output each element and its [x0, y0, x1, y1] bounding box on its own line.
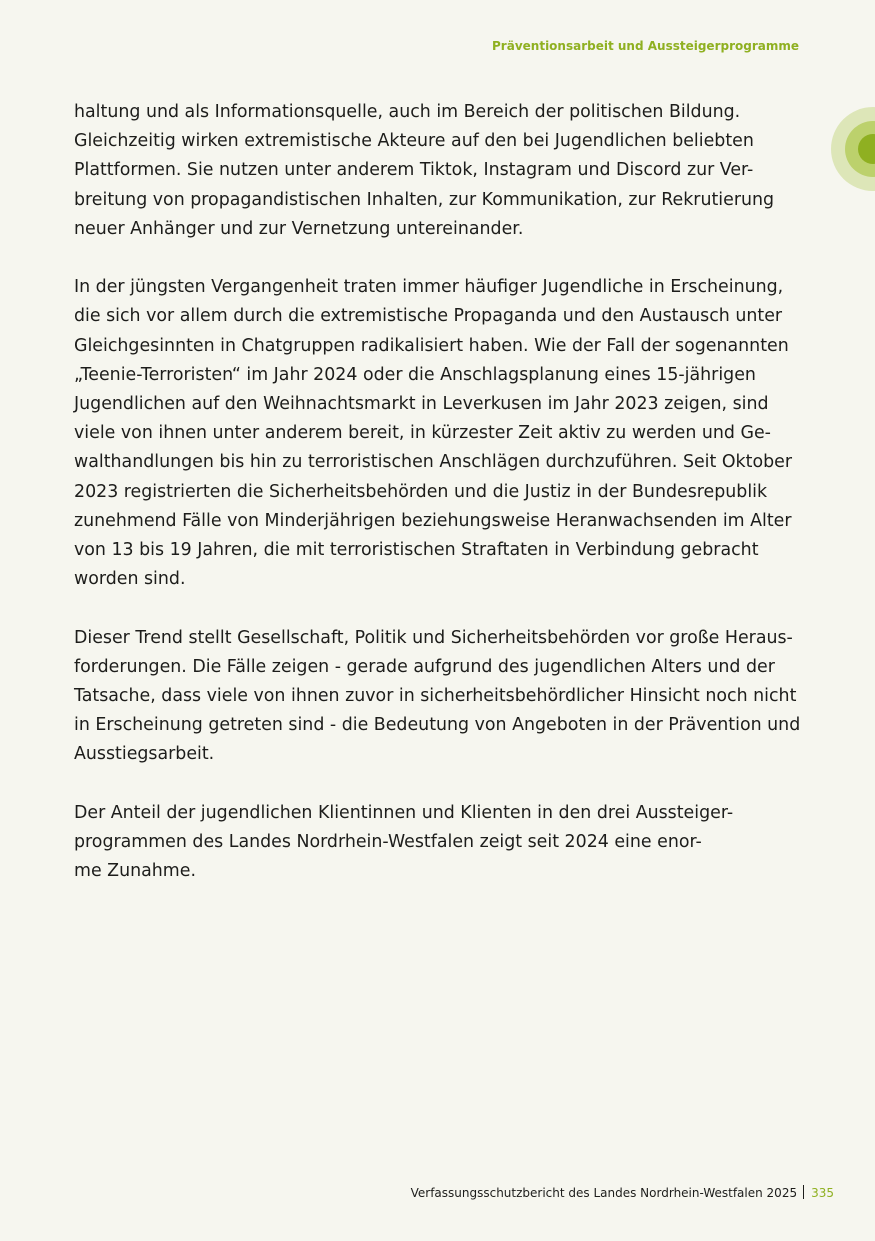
page-footer — [411, 1185, 834, 1200]
text-line: walthandlungen bis hin zu terroristischen Anschlägen durchzuführen. Seit Oktober — [74, 452, 792, 473]
text-line: neuer Anhänger und zur Vernetzung untereinander. — [74, 218, 524, 239]
body-text — [74, 98, 806, 916]
page-number: 335 — [811, 1186, 834, 1200]
concentric-circles-icon — [831, 107, 875, 191]
text-line: Dieser Trend stellt Gesellschaft, Politik und Sicherheitsbehörden vor große Heraus- — [74, 627, 793, 648]
text-line: worden sind. — [74, 569, 186, 590]
text-line: die sich vor allem durch die extremistische Propaganda und den Austausch unter — [74, 306, 783, 327]
running-header: Präventionsarbeit und Aussteigerprogramme — [492, 39, 799, 53]
report-title: Verfassungsschutzbericht des Landes Nordrhein-Westfalen 2025 — [410, 1186, 798, 1200]
text-line: viele von ihnen unter anderem bereit, in kürzester Zeit aktiv zu werden und Ge- — [74, 423, 771, 444]
footer-divider — [803, 1185, 804, 1199]
text-line: forderungen. Die Fälle zeigen - gerade aufgrund des jugendlichen Alters und der — [74, 656, 775, 677]
text-line: Gleichgesinnten in Chatgruppen radikalisiert haben. Wie der Fall der sogenannten — [74, 335, 789, 356]
text-line: 2023 registrierten die Sicherheitsbehörden und die Justiz in der Bundesrepublik — [74, 481, 768, 502]
text-line: me Zunahme. — [74, 861, 196, 882]
text-line: Ausstiegsarbeit. — [74, 744, 215, 765]
text-line: in Erscheinung getreten sind - die Bedeutung von Angeboten in der Prävention und — [74, 715, 801, 736]
text-line: Jugendlichen auf den Weihnachtsmarkt in Leverkusen im Jahr 2023 zeigen, sind — [74, 394, 769, 415]
text-line: Plattformen. Sie nutzen unter anderem Tiktok, Instagram und Discord zur Ver- — [74, 160, 754, 181]
text-line: breitung von propagandistischen Inhalten, zur Kommunikation, zur Rekrutierung — [74, 189, 775, 210]
text-line: Gleichzeitig wirken extremistische Akteure auf den bei Jugendlichen beliebten — [74, 131, 754, 152]
text-line: Der Anteil der jugendlichen Klientinnen und Klienten in den drei Aussteiger- — [74, 802, 734, 823]
text-line: „Teenie-Terroristen“ im Jahr 2024 oder die Anschlagsplanung eines 15-jährigen — [74, 364, 756, 385]
text-line: programmen des Landes Nordrhein-Westfalen zeigt seit 2024 eine enor- — [74, 832, 702, 853]
paragraph-3 — [74, 624, 806, 770]
text-line: zunehmend Fälle von Minderjährigen beziehungsweise Heranwachsenden im Alter — [74, 510, 792, 531]
paragraph-2 — [74, 273, 806, 594]
text-line: In der jüngsten Vergangenheit traten immer häufiger Jugendliche in Erscheinung, — [74, 277, 784, 298]
paragraph-4 — [74, 799, 806, 887]
text-line: von 13 bis 19 Jahren, die mit terroristischen Straftaten in Verbindung gebracht — [74, 540, 759, 561]
text-line: Tatsache, dass viele von ihnen zuvor in sicherheitsbehördlicher Hinsicht noch nicht — [74, 686, 797, 707]
paragraph-1 — [74, 98, 806, 244]
text-line: haltung und als Informationsquelle, auch im Bereich der politischen Bildung. — [74, 102, 741, 122]
